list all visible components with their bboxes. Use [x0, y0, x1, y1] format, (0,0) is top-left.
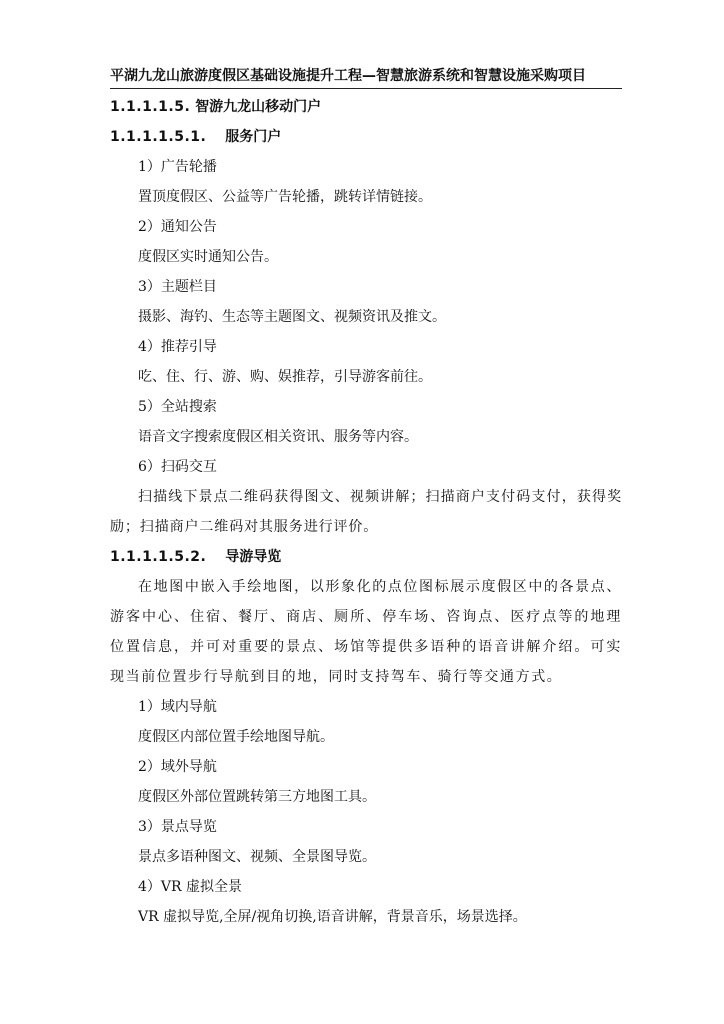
subsection-heading-service-portal	[110, 122, 622, 152]
item-label: 1）广告轮播	[138, 159, 217, 175]
item-label: 3）景点导览	[138, 819, 217, 835]
section-title: 智游九龙山移动门户	[195, 99, 322, 115]
subsection-number: 1.1.1.1.5.1.	[110, 129, 207, 145]
subsection-number: 1.1.1.1.5.2.	[110, 549, 207, 565]
item-label: 4）推荐引导	[138, 339, 217, 355]
item-label: 2）域外导航	[138, 759, 217, 775]
item-text: 摄影、海钓、生态等主题图文、视频资讯及推文。	[138, 309, 446, 325]
section-number: 1.1.1.1.5.	[110, 99, 191, 115]
header-divider	[110, 88, 622, 89]
item-text: 度假区外部位置跳转第三方地图工具。	[138, 789, 376, 805]
item-text: 度假区内部位置手绘地图导航。	[138, 729, 334, 745]
item-text: 吃、住、行、游、购、娱推荐，引导游客前往。	[138, 369, 432, 385]
item-label: 4）VR 虚拟全景	[138, 879, 243, 895]
subsection-heading-tour-guide	[110, 542, 622, 572]
item-paragraph: 扫描线下景点二维码获得图文、视频讲解；扫描商户支付码支付，获得奖励；扫描商户二维码对其服务进行评价。	[110, 489, 622, 535]
item-text: 置顶度假区、公益等广告轮播，跳转详情链接。	[138, 189, 432, 205]
item-label: 3）主题栏目	[138, 279, 217, 295]
section-heading	[110, 92, 622, 122]
document-body	[110, 92, 622, 932]
page-header-title: 平湖九龙山旅游度假区基础设施提升工程—智慧旅游系统和智慧设施采购项目	[110, 68, 586, 84]
item-label: 1）域内导航	[138, 699, 217, 715]
item-label: 5）全站搜索	[138, 399, 217, 415]
intro-paragraph: 在地图中嵌入手绘地图，以形象化的点位图标展示度假区中的各景点、游客中心、住宿、餐厅、商店、厕所、停车场、咨询点、医疗点等的地理位置信息，并可对重要的景点、场馆等提供多语种的语音讲解介绍。可实现当前位置步行导航到目的地，同时支持驾车、骑行等交通方式。	[110, 579, 622, 685]
item-label: 6）扫码交互	[138, 459, 217, 475]
item-text: 度假区实时通知公告。	[138, 249, 278, 265]
item-text: VR 虚拟导览,全屏/视角切换,语音讲解，背景音乐，场景选择。	[138, 909, 527, 925]
item-text: 景点多语种图文、视频、全景图导览。	[138, 849, 376, 865]
item-label: 2）通知公告	[138, 219, 217, 235]
item-text: 语音文字搜索度假区相关资讯、服务等内容。	[138, 429, 418, 445]
subsection-title: 服务门户	[225, 129, 282, 145]
subsection-title: 导游导览	[225, 549, 282, 565]
